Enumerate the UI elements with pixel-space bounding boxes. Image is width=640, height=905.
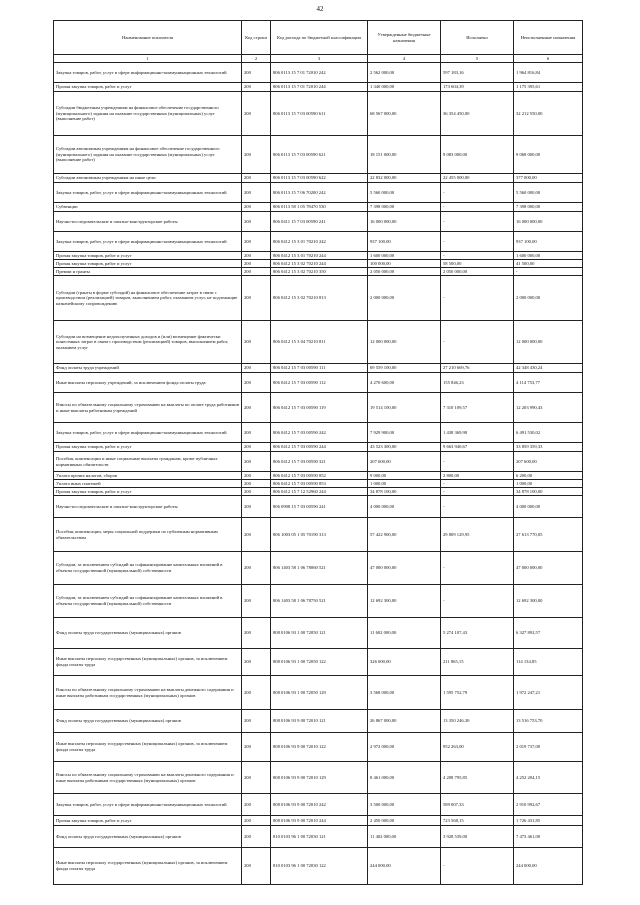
- row-budget-code-cell: 806 0908 15 7 03 00590 241: [271, 496, 368, 518]
- row-line-code-cell: 200: [242, 92, 271, 136]
- row-unexecuted-cell: 377 000,00: [514, 174, 583, 183]
- table-row: [54, 443, 583, 452]
- table-row: [54, 321, 583, 364]
- row-line-code-cell: 200: [242, 794, 271, 816]
- row-line-code-cell: 200: [242, 276, 271, 321]
- row-line-code-cell: 200: [242, 252, 271, 260]
- row-unexecuted-cell: 2 000 000,00: [514, 276, 583, 321]
- row-name-cell: Иные выплаты персоналу учреждений, за исключением фонда оплаты труда: [54, 373, 242, 393]
- row-approved-cell: 7 929 900,00: [368, 423, 441, 443]
- row-line-code-cell: 200: [242, 762, 271, 794]
- row-budget-code-cell: 806 0412 15 3 02 70210 350: [271, 268, 368, 276]
- row-approved-cell: 11 602 000,00: [368, 618, 441, 649]
- row-line-code-cell: 200: [242, 733, 271, 762]
- row-budget-code-cell: 808 0106 93 9 00 72010 242: [271, 794, 368, 816]
- row-budget-code-cell: 808 0106 93 9 00 72010 129: [271, 762, 368, 794]
- row-unexecuted-cell: 7 473 461,00: [514, 826, 583, 848]
- row-name-cell: Иные выплаты персоналу государственных (муниципальных) органов, за исключением фонда оплаты труда: [54, 848, 242, 885]
- row-unexecuted-cell: 13 516 753,70: [514, 710, 583, 733]
- row-approved-cell: 3 568 000,00: [368, 676, 441, 710]
- row-budget-code-cell: 806 0412 15 7 03 00590 119: [271, 393, 368, 423]
- table-row: [54, 452, 583, 472]
- row-executed-cell: 58 500,00: [441, 260, 514, 268]
- table-row: [54, 710, 583, 733]
- row-executed-cell: -: [441, 552, 514, 585]
- row-unexecuted-cell: 34 878 100,00: [514, 488, 583, 496]
- header-budget-code: Код расхода по бюджетной классификации: [271, 21, 368, 55]
- table-row: [54, 762, 583, 794]
- row-name-cell: Пособия, компенсации и иные социальные выплаты гражданам, кроме публичных нормативных обязательств: [54, 452, 242, 472]
- row-unexecuted-cell: 16 000 000,00: [514, 212, 583, 232]
- table-row: [54, 676, 583, 710]
- row-executed-cell: -: [441, 321, 514, 364]
- table-row: [54, 649, 583, 676]
- row-unexecuted-cell: 7 398 000,00: [514, 203, 583, 212]
- row-name-cell: Закупка товаров, работ, услуг в сфере информационно-коммуникационных технологий: [54, 63, 242, 83]
- table-row: [54, 488, 583, 496]
- row-budget-code-cell: 806 0412 15 3 01 70210 242: [271, 232, 368, 252]
- row-budget-code-cell: 806 0113 15 7 01 72010 244: [271, 83, 368, 92]
- row-approved-cell: 7 398 000,00: [368, 203, 441, 212]
- row-unexecuted-cell: 12 203 990,43: [514, 393, 583, 423]
- row-budget-code-cell: 810 0103 96 1 00 72030 121: [271, 826, 368, 848]
- table-row: [54, 373, 583, 393]
- row-line-code-cell: 200: [242, 518, 271, 552]
- page-number: 42: [316, 5, 324, 13]
- row-line-code-cell: 200: [242, 585, 271, 618]
- row-executed-cell: 36 354 450,00: [441, 92, 514, 136]
- row-executed-cell: 13 350 246,30: [441, 710, 514, 733]
- header-executed: Исполнено: [441, 21, 514, 55]
- row-unexecuted-cell: 1 000,00: [514, 480, 583, 488]
- row-unexecuted-cell: 12 692 300,00: [514, 585, 583, 618]
- row-approved-cell: 2 050 000,00: [368, 268, 441, 276]
- row-line-code-cell: 200: [242, 496, 271, 518]
- row-name-cell: Закупка товаров, работ, услуг в сфере информационно-коммуникационных технологий: [54, 183, 242, 203]
- row-executed-cell: -: [441, 496, 514, 518]
- row-budget-code-cell: 806 0412 15 7 03 00590 852: [271, 472, 368, 480]
- row-unexecuted-cell: 114 134,85: [514, 649, 583, 676]
- row-line-code-cell: 200: [242, 393, 271, 423]
- row-line-code-cell: 200: [242, 63, 271, 83]
- row-name-cell: Премии и гранты: [54, 268, 242, 276]
- row-executed-cell: 1 438 369,98: [441, 423, 514, 443]
- row-executed-cell: 952 263,00: [441, 733, 514, 762]
- row-budget-code-cell: 806 0412 15 7 03 00590 321: [271, 452, 368, 472]
- table-row: [54, 183, 583, 203]
- row-unexecuted-cell: 27 613 770,05: [514, 518, 583, 552]
- row-budget-code-cell: 808 0106 93 9 00 72010 244: [271, 816, 368, 826]
- row-line-code-cell: 200: [242, 136, 271, 174]
- row-line-code-cell: 200: [242, 710, 271, 733]
- row-budget-code-cell: 806 0412 15 3 02 70210 244: [271, 260, 368, 268]
- row-approved-cell: 1 340 000,00: [368, 83, 441, 92]
- row-executed-cell: -: [441, 452, 514, 472]
- row-line-code-cell: 200: [242, 260, 271, 268]
- row-name-cell: Уплата прочих налогов, сборов: [54, 472, 242, 480]
- row-executed-cell: 589 007,33: [441, 794, 514, 816]
- row-line-code-cell: 200: [242, 373, 271, 393]
- row-unexecuted-cell: 5 560 000,00: [514, 183, 583, 203]
- row-name-cell: Научно-исследовательские и опытно-конструкторские работы: [54, 496, 242, 518]
- row-executed-cell: 2 800,00: [441, 472, 514, 480]
- row-approved-cell: 34 878 100,00: [368, 488, 441, 496]
- row-unexecuted-cell: 4 252 204,15: [514, 762, 583, 794]
- row-unexecuted-cell: 47 000 000,00: [514, 552, 583, 585]
- row-unexecuted-cell: 1 175 395,61: [514, 83, 583, 92]
- row-approved-cell: 4 270 600,00: [368, 373, 441, 393]
- row-line-code-cell: 200: [242, 268, 271, 276]
- row-approved-cell: 16 000 000,00: [368, 212, 441, 232]
- row-line-code-cell: 200: [242, 472, 271, 480]
- row-approved-cell: 26 867 000,00: [368, 710, 441, 733]
- row-line-code-cell: 200: [242, 83, 271, 92]
- table-row: [54, 174, 583, 183]
- header-row: [54, 21, 583, 55]
- row-budget-code-cell: 808 0106 93 9 00 72010 122: [271, 733, 368, 762]
- row-name-cell: Взносы по обязательному социальному страхованию на выплаты денежного содержания и иные выплаты работникам государственных (муниципальных) органов: [54, 676, 242, 710]
- row-approved-cell: 2 972 000,00: [368, 733, 441, 762]
- row-executed-cell: 9 663 940,67: [441, 443, 514, 452]
- row-line-code-cell: 200: [242, 232, 271, 252]
- column-number: 2: [242, 55, 271, 63]
- row-name-cell: Иные выплаты персоналу государственных (муниципальных) органов, за исключением фонда оплаты труда: [54, 649, 242, 676]
- row-unexecuted-cell: 1 972 247,21: [514, 676, 583, 710]
- row-approved-cell: 19 514 100,00: [368, 393, 441, 423]
- table-row: [54, 552, 583, 585]
- row-approved-cell: 5 560 000,00: [368, 183, 441, 203]
- row-line-code-cell: 200: [242, 552, 271, 585]
- row-line-code-cell: 200: [242, 848, 271, 885]
- row-unexecuted-cell: 41 500,00: [514, 260, 583, 268]
- table-body: [54, 63, 583, 885]
- row-name-cell: Взносы по обязательному социальному страхованию на выплаты денежного содержания и иные выплаты работникам государственных (муниципальных) органов: [54, 762, 242, 794]
- row-budget-code-cell: 806 0113 15 7 03 00590 621: [271, 136, 368, 174]
- row-unexecuted-cell: 6 200,00: [514, 472, 583, 480]
- row-name-cell: Прочая закупка товаров, работ и услуг: [54, 443, 242, 452]
- row-budget-code-cell: 806 0113 15 7 06 70200 242: [271, 183, 368, 203]
- table-row: [54, 518, 583, 552]
- table-row: [54, 92, 583, 136]
- row-name-cell: Субсидии автономным учреждениям на иные цели: [54, 174, 242, 183]
- row-unexecuted-cell: 4 000 000,00: [514, 496, 583, 518]
- row-unexecuted-cell: 207 600,00: [514, 452, 583, 472]
- table-row: [54, 83, 583, 92]
- row-approved-cell: 8 461 000,00: [368, 762, 441, 794]
- table-row: [54, 393, 583, 423]
- row-executed-cell: 27 210 669,76: [441, 364, 514, 373]
- row-approved-cell: 2 450 000,00: [368, 816, 441, 826]
- row-name-cell: Фонд оплаты труда государственных (муниципальных) органов: [54, 710, 242, 733]
- header-name: Наименование показателя: [54, 21, 242, 55]
- row-budget-code-cell: 806 0412 15 7 03 00590 242: [271, 423, 368, 443]
- row-line-code-cell: 200: [242, 816, 271, 826]
- row-budget-code-cell: 806 0113 15 7 01 72010 242: [271, 63, 368, 83]
- row-approved-cell: 2 562 000,00: [368, 63, 441, 83]
- row-unexecuted-cell: 6 327 892,57: [514, 618, 583, 649]
- table-row: [54, 585, 583, 618]
- row-approved-cell: 57 422 900,00: [368, 518, 441, 552]
- row-budget-code-cell: 806 0412 15 3 02 70210 813: [271, 276, 368, 321]
- row-executed-cell: 2 050 000,00: [441, 268, 514, 276]
- row-line-code-cell: 200: [242, 183, 271, 203]
- row-name-cell: Научно-исследовательские и опытно-конструкторские работы: [54, 212, 242, 232]
- row-line-code-cell: 200: [242, 443, 271, 452]
- table-row: [54, 472, 583, 480]
- row-approved-cell: 1 600 000,00: [368, 252, 441, 260]
- column-number: 5: [441, 55, 514, 63]
- row-executed-cell: -: [441, 585, 514, 618]
- row-line-code-cell: 200: [242, 826, 271, 848]
- row-executed-cell: 597 183,16: [441, 63, 514, 83]
- row-budget-code-cell: 806 1003 05 1 05 70190 313: [271, 518, 368, 552]
- row-unexecuted-cell: 2 019 737,00: [514, 733, 583, 762]
- row-name-cell: Закупка товаров, работ, услуг в сфере информационно-коммуникационных технологий: [54, 423, 242, 443]
- row-name-cell: Фонд оплаты труда учреждений: [54, 364, 242, 373]
- row-budget-code-cell: 806 1403 58 1 06 78060 521: [271, 552, 368, 585]
- row-name-cell: Пособия, компенсации, меры социальной поддержки по публичным нормативным обязательствам: [54, 518, 242, 552]
- row-name-cell: Прочая закупка товаров, работ и услуг: [54, 488, 242, 496]
- row-executed-cell: 211 865,15: [441, 649, 514, 676]
- row-line-code-cell: 200: [242, 649, 271, 676]
- row-budget-code-cell: 806 0412 15 7 03 00590 112: [271, 373, 368, 393]
- row-name-cell: Закупка товаров, работ, услуг в сфере информационно-коммуникационных технологий: [54, 232, 242, 252]
- row-name-cell: Субвенции: [54, 203, 242, 212]
- table-row: [54, 618, 583, 649]
- row-name-cell: Прочая закупка товаров, работ и услуг: [54, 816, 242, 826]
- row-unexecuted-cell: 937 100,00: [514, 232, 583, 252]
- row-budget-code-cell: 808 0106 93 9 00 72010 121: [271, 710, 368, 733]
- row-name-cell: Прочая закупка товаров, работ и услуг: [54, 252, 242, 260]
- row-line-code-cell: 200: [242, 480, 271, 488]
- row-budget-code-cell: 808 0106 93 1 00 72050 121: [271, 618, 368, 649]
- row-executed-cell: 723 568,15: [441, 816, 514, 826]
- row-approved-cell: 2 000 000,00: [368, 276, 441, 321]
- header-unexecuted: Неисполненные назначения: [514, 21, 583, 55]
- row-executed-cell: -: [441, 183, 514, 203]
- row-name-cell: Субсидии на возмещение недополученных доходов и (или) возмещение фактически понесенных затрат в связи с производством (реализацией) товаров, выполнением работ, оказанием услуг: [54, 321, 242, 364]
- table-row: [54, 276, 583, 321]
- table-row: [54, 496, 583, 518]
- table-row: [54, 203, 583, 212]
- row-line-code-cell: 200: [242, 364, 271, 373]
- row-budget-code-cell: 806 0412 15 7 03 00590 853: [271, 480, 368, 488]
- row-unexecuted-cell: 244 000,00: [514, 848, 583, 885]
- row-unexecuted-cell: 2 910 992,67: [514, 794, 583, 816]
- row-unexecuted-cell: 1 964 816,84: [514, 63, 583, 83]
- row-executed-cell: 22 455 000,00: [441, 174, 514, 183]
- row-approved-cell: 3 500 000,00: [368, 794, 441, 816]
- table-row: [54, 423, 583, 443]
- row-line-code-cell: 200: [242, 618, 271, 649]
- row-line-code-cell: 200: [242, 452, 271, 472]
- row-executed-cell: 173 604,39: [441, 83, 514, 92]
- row-unexecuted-cell: 42 348 430,24: [514, 364, 583, 373]
- row-name-cell: Закупка товаров, работ, услуг в сфере информационно-коммуникационных технологий: [54, 794, 242, 816]
- row-budget-code-cell: 808 0106 93 1 00 72050 122: [271, 649, 368, 676]
- row-unexecuted-cell: 32 212 550,00: [514, 92, 583, 136]
- row-approved-cell: 12 692 300,00: [368, 585, 441, 618]
- row-executed-cell: 9 083 000,00: [441, 136, 514, 174]
- row-name-cell: Фонд оплаты труда государственных (муниципальных) органов: [54, 618, 242, 649]
- row-budget-code-cell: 806 0412 15 7 03 00590 111: [271, 364, 368, 373]
- table-row: [54, 268, 583, 276]
- row-name-cell: Субсидии, за исключением субсидий на софинансирование капитальных вложений в объекты государственной (муниципальной) собственности: [54, 552, 242, 585]
- header-approved: Утвержденные бюджетные назначения: [368, 21, 441, 55]
- row-executed-cell: 155 846,23: [441, 373, 514, 393]
- row-approved-cell: 4 000 000,00: [368, 496, 441, 518]
- table-row: [54, 364, 583, 373]
- row-executed-cell: -: [441, 488, 514, 496]
- row-budget-code-cell: 806 0412 15 3 04 70210 811: [271, 321, 368, 364]
- column-number: 1: [54, 55, 242, 63]
- row-name-cell: Прочая закупка товаров, работ и услуг: [54, 260, 242, 268]
- row-executed-cell: -: [441, 203, 514, 212]
- row-line-code-cell: 200: [242, 488, 271, 496]
- column-number: 4: [368, 55, 441, 63]
- row-approved-cell: 100 000,00: [368, 260, 441, 268]
- row-name-cell: Субсидии (гранты в форме субсидий) на финансовое обеспечение затрат в связи с производством (реализацией) товаров, выполнением работ, оказанием услуг, не подлежащие казначейскому сопровождению: [54, 276, 242, 321]
- header-line-code: Код строки: [242, 21, 271, 55]
- row-budget-code-cell: 806 0411 15 7 03 00590 241: [271, 212, 368, 232]
- column-number: 3: [271, 55, 368, 63]
- table-row: [54, 733, 583, 762]
- row-unexecuted-cell: 12 000 000,00: [514, 321, 583, 364]
- row-name-cell: Иные выплаты персоналу государственных (муниципальных) органов, за исключением фонда оплаты труда: [54, 733, 242, 762]
- row-line-code-cell: 200: [242, 212, 271, 232]
- table-row: [54, 480, 583, 488]
- table-row: [54, 136, 583, 174]
- row-unexecuted-cell: 4 114 753,77: [514, 373, 583, 393]
- row-budget-code-cell: 806 1403 58 1 06 78750 521: [271, 585, 368, 618]
- row-budget-code-cell: 806 0113 58 1 05 78470 530: [271, 203, 368, 212]
- row-executed-cell: -: [441, 212, 514, 232]
- row-approved-cell: 207 600,00: [368, 452, 441, 472]
- table-row: [54, 848, 583, 885]
- row-line-code-cell: 200: [242, 676, 271, 710]
- table-row: [54, 252, 583, 260]
- row-name-cell: Прочая закупка товаров, работ и услуг: [54, 83, 242, 92]
- row-line-code-cell: 200: [242, 174, 271, 183]
- row-executed-cell: -: [441, 480, 514, 488]
- row-executed-cell: 1 595 752,79: [441, 676, 514, 710]
- row-approved-cell: 1 000,00: [368, 480, 441, 488]
- row-approved-cell: 11 402 000,00: [368, 826, 441, 848]
- table-row: [54, 794, 583, 816]
- row-approved-cell: 937 100,00: [368, 232, 441, 252]
- table-row: [54, 260, 583, 268]
- row-unexecuted-cell: 9 068 000,00: [514, 136, 583, 174]
- table-row: [54, 212, 583, 232]
- row-approved-cell: 18 151 000,00: [368, 136, 441, 174]
- row-approved-cell: 68 567 000,00: [368, 92, 441, 136]
- table-row: [54, 63, 583, 83]
- row-unexecuted-cell: 1 726 431,85: [514, 816, 583, 826]
- row-budget-code-cell: 810 0103 96 1 00 72030 122: [271, 848, 368, 885]
- row-unexecuted-cell: 33 859 359,33: [514, 443, 583, 452]
- row-executed-cell: 3 928 539,00: [441, 826, 514, 848]
- table-row: [54, 826, 583, 848]
- table-row: [54, 816, 583, 826]
- row-executed-cell: 29 809 129,95: [441, 518, 514, 552]
- row-line-code-cell: 200: [242, 321, 271, 364]
- row-unexecuted-cell: 1 600 000,00: [514, 252, 583, 260]
- row-budget-code-cell: 808 0106 93 1 00 72050 129: [271, 676, 368, 710]
- row-executed-cell: 5 274 107,43: [441, 618, 514, 649]
- row-executed-cell: -: [441, 252, 514, 260]
- row-executed-cell: -: [441, 848, 514, 885]
- row-approved-cell: 47 000 000,00: [368, 552, 441, 585]
- row-executed-cell: 7 310 109,57: [441, 393, 514, 423]
- column-number-row: [54, 55, 583, 63]
- row-budget-code-cell: 806 0412 15 3 01 70210 244: [271, 252, 368, 260]
- row-approved-cell: 22 832 000,00: [368, 174, 441, 183]
- row-name-cell: Субсидии автономным учреждениям на финансовое обеспечение государственного (муниципального) задания на оказание государственных (муниципальных) услуг (выполнение работ): [54, 136, 242, 174]
- row-unexecuted-cell: 6 491 530,02: [514, 423, 583, 443]
- row-name-cell: Фонд оплаты труда государственных (муниципальных) органов: [54, 826, 242, 848]
- row-name-cell: Субсидии, за исключением субсидий на софинансирование капитальных вложений в объекты государственной (муниципальной) собственности: [54, 585, 242, 618]
- row-budget-code-cell: 806 0113 15 7 03 00590 622: [271, 174, 368, 183]
- row-budget-code-cell: 806 0412 15 7 03 00590 244: [271, 443, 368, 452]
- row-unexecuted-cell: -: [514, 268, 583, 276]
- row-executed-cell: -: [441, 232, 514, 252]
- column-number: 6: [514, 55, 583, 63]
- row-budget-code-cell: 806 0412 15 7 12 52960 244: [271, 488, 368, 496]
- row-executed-cell: -: [441, 276, 514, 321]
- row-approved-cell: 244 000,00: [368, 848, 441, 885]
- row-line-code-cell: 200: [242, 203, 271, 212]
- row-approved-cell: 9 000,00: [368, 472, 441, 480]
- table-row: [54, 232, 583, 252]
- row-name-cell: Взносы по обязательному социальному страхованию на выплаты по оплате труда работников и иные выплаты работникам учреждений: [54, 393, 242, 423]
- budget-execution-table: [53, 20, 583, 885]
- row-name-cell: Уплата иных платежей: [54, 480, 242, 488]
- row-line-code-cell: 200: [242, 423, 271, 443]
- row-name-cell: Субсидии бюджетным учреждениям на финансовое обеспечение государственного (муниципального) задания на оказание государственных (муниципальных) услуг (выполнение работ): [54, 92, 242, 136]
- row-approved-cell: 12 000 000,00: [368, 321, 441, 364]
- row-approved-cell: 43 523 300,00: [368, 443, 441, 452]
- row-approved-cell: 69 559 100,00: [368, 364, 441, 373]
- row-executed-cell: 4 208 795,85: [441, 762, 514, 794]
- row-approved-cell: 326 000,00: [368, 649, 441, 676]
- row-budget-code-cell: 806 0113 15 7 03 00590 611: [271, 92, 368, 136]
